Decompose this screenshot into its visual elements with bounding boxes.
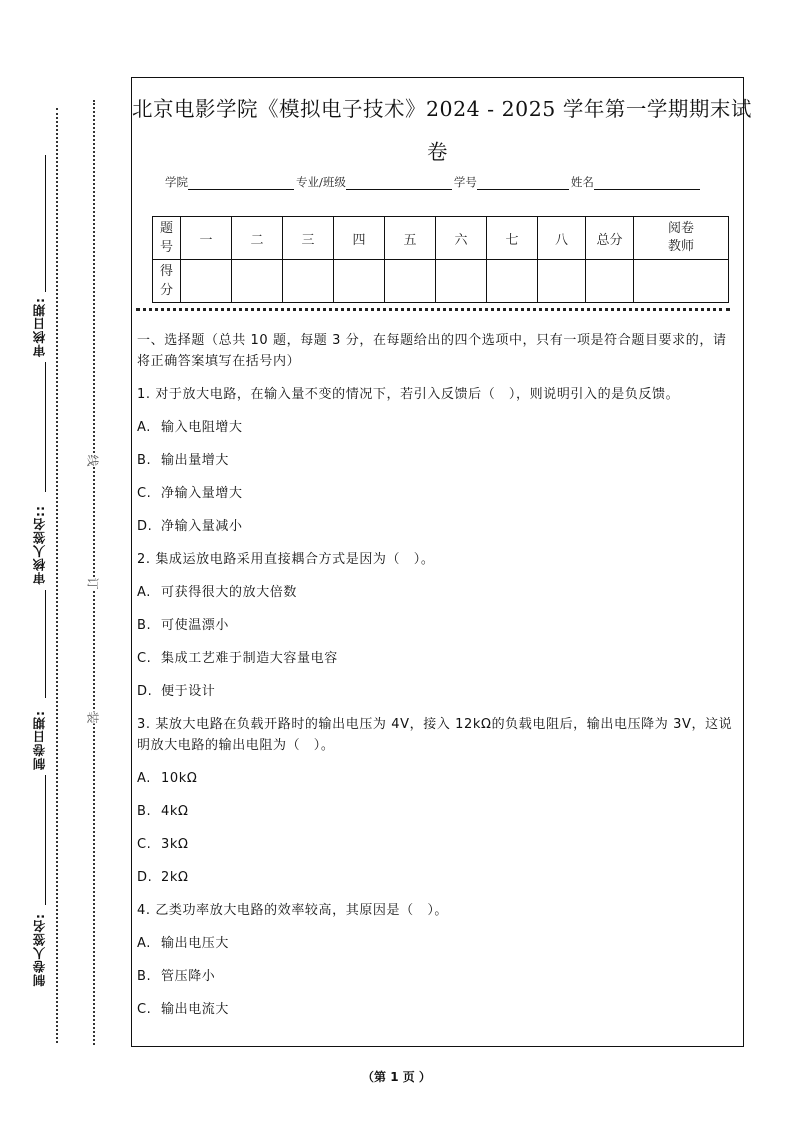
author-signature-label: 制卷人签名: [32,913,47,987]
option-d: D. 便于设计 [137,684,216,699]
option-a: A. 10kΩ [137,771,198,786]
student-info-row [165,174,702,190]
section-multiple-choice [137,330,737,1032]
exam-title-line2: 卷 [427,140,448,164]
cut-mark-mount: 装 [84,711,103,723]
major-class-label: 专业/班级 [296,175,346,189]
score-cell-6[interactable] [436,260,487,303]
option-c: C. 输出电流大 [137,1002,230,1017]
option-b: B. 管压降小 [137,969,216,984]
option-a: A. 可获得很大的放大倍数 [137,585,298,600]
question-stem: 1. 对于放大电路，在输入量不变的情况下，若引入反馈后（ ），则说明引入的是负反馈。 [137,387,680,402]
paper-date-line-lower [45,775,46,905]
cut-mark-line: 线 [84,454,103,466]
name-field[interactable] [594,177,700,190]
score-cell-grader[interactable] [634,260,729,303]
option-d: D. 净输入量减小 [137,519,243,534]
option-c: C. 集成工艺难于制造大容量电容 [137,651,338,666]
option-c: C. 3kΩ [137,837,189,852]
reviewer-signature-line-lower [45,590,46,698]
exam-title [132,88,752,174]
question-1 [137,384,737,537]
col-header-8: 八 [538,217,586,260]
option-d: D. 2kΩ [137,870,189,885]
col-header-5: 五 [385,217,436,260]
question-stem: 2. 集成运放电路采用直接耦合方式是因为（ ）。 [137,552,435,567]
score-cell-1[interactable] [181,260,232,303]
exam-page-frame [131,77,752,1047]
score-header: 得分 [153,260,181,303]
option-b: B. 4kΩ [137,804,189,819]
option-a: A. 输入电阻增大 [137,420,243,435]
col-header-grader: 阅卷教师 [634,217,729,260]
inner-dotted-line [93,100,95,1045]
option-b: B. 输出量增大 [137,453,230,468]
score-table [152,216,729,303]
cut-mark-bind: 订 [84,577,103,589]
score-cell-3[interactable] [283,260,334,303]
col-header-1: 一 [181,217,232,260]
question-2 [137,549,737,702]
name-label: 姓名 [570,175,594,189]
score-table-score-row [153,260,729,303]
review-date-line [45,155,46,292]
student-id-label: 学号 [453,175,477,189]
col-header-3: 三 [283,217,334,260]
major-class-field[interactable] [346,177,452,190]
student-id-field[interactable] [477,177,569,190]
dotted-separator [136,308,730,311]
score-table-header-row [153,217,729,260]
college-label: 学院 [165,175,188,189]
score-cell-5[interactable] [385,260,436,303]
option-a: A. 输出电压大 [137,936,230,951]
option-c: C. 净输入量增大 [137,486,243,501]
score-cell-2[interactable] [232,260,283,303]
question-stem: 4. 乙类功率放大电路的效率较高，其原因是（ ）。 [137,903,449,918]
review-date-label: 审核日期: [32,297,47,357]
col-header-4: 四 [334,217,385,260]
question-3 [137,714,737,888]
col-header-6: 六 [436,217,487,260]
score-cell-7[interactable] [487,260,538,303]
college-field[interactable] [188,177,294,190]
page-number: （第 1 页 ） [362,1070,431,1084]
exam-title-line1: 北京电影学院《模拟电子技术》2024 - 2025 学年第一学期期末试 [132,97,752,121]
score-cell-total[interactable] [586,260,634,303]
col-header-2: 二 [232,217,283,260]
reviewer-signature-label: 审核人签名:: [32,505,47,585]
score-cell-8[interactable] [538,260,586,303]
section-heading: 一、选择题（总共 10 题，每题 3 分，在每题给出的四个选项中，只有一项是符合题目要求的，请将正确答案填写在括号内） [137,333,727,369]
review-date-line-lower [45,362,46,492]
score-cell-4[interactable] [334,260,385,303]
question-stem: 3. 某放大电路在负载开路时的输出电压为 4V，接入 12kΩ的负载电阻后，输出电压降为 3V，这说明放大电路的输出电阻为（ ）。 [137,717,733,753]
col-header-7: 七 [487,217,538,260]
outer-dotted-line [56,108,58,1043]
question-number-header: 题号 [153,217,181,260]
option-b: B. 可使温漂小 [137,618,230,633]
question-4 [137,900,737,1020]
col-header-total: 总分 [586,217,634,260]
paper-date-label: 制卷日期: [32,710,47,770]
